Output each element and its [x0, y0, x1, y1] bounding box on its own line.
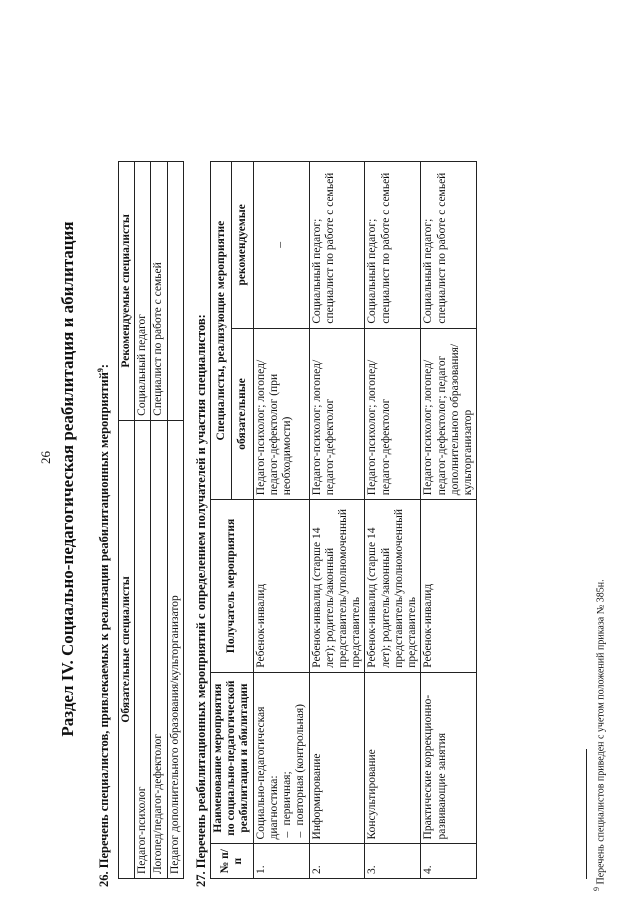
footnote [592, 579, 606, 891]
footnote-ref: 9 [96, 368, 105, 373]
mandatory-specialists: Педагог-психолог; логопед/педагог-дефектолог (при необходимости) [253, 328, 309, 500]
table26-caption [96, 364, 112, 887]
cell: Педагог дополнительного образования/культорганизатор [167, 420, 183, 878]
footnote-divider [586, 749, 587, 879]
recommended-specialists: – [253, 162, 309, 329]
table-row [421, 162, 477, 879]
header-mandatory: обязательные [232, 328, 253, 500]
activity-name-text: Социально-педагогическая диагностика: [254, 706, 280, 840]
table-row [167, 162, 183, 879]
table26-caption-text: 26. Перечень специалистов, привлекаемых к реализации реабилитационных мероприятий [97, 372, 112, 887]
row-number: 4. [421, 844, 477, 879]
row-number: 3. [365, 844, 421, 879]
cell: Социальный педагог [135, 162, 151, 421]
header-recipient: Получатель мероприятия [211, 500, 254, 673]
row-number: 2. [309, 844, 365, 879]
row-number: 1. [253, 844, 309, 879]
table-header-row [211, 162, 232, 879]
recipient: Ребенок-инвалид (старше 14 лет); родитель/законный представитель/уполномоченный представитель [309, 500, 365, 673]
table-row [135, 162, 151, 879]
recipient: Ребенок-инвалид [253, 500, 309, 673]
recipient: Ребенок-инвалид (старше 14 лет); родитель/законный представитель/уполномоченный представитель [365, 500, 421, 673]
header-recommended: рекомендуемые [232, 162, 253, 329]
activity-subitems [281, 677, 307, 840]
cell: Специалист по работе с семьей [151, 162, 167, 421]
footnote-mark: 9 [592, 887, 601, 891]
mandatory-specialists: Педагог-психолог; логопед/педагог-дефектолог; педагог дополнительного образования/культорганизатор [421, 328, 477, 500]
table-row [365, 162, 421, 879]
table26-caption-end: : [97, 363, 112, 369]
page-number: 26 [38, 451, 53, 464]
activity-name: Информирование [309, 672, 365, 844]
mandatory-specialists: Педагог-психолог; логопед/педагог-дефектолог [309, 328, 365, 500]
list-item: – первичная; [281, 677, 294, 826]
cell [167, 162, 183, 421]
mandatory-specialists: Педагог-психолог; логопед/педагог-дефектолог [365, 328, 421, 500]
activity-name: Консультирование [365, 672, 421, 844]
specialists-table [118, 161, 184, 879]
table-row [151, 162, 167, 879]
activity-name [253, 672, 309, 844]
cell: Логопед/педагог-дефектолог [151, 420, 167, 878]
header-specialists: Специалисты, реализующие мероприятие [211, 162, 232, 500]
section-title: Раздел IV. Социально-педагогическая реабилитация и абилитация [58, 221, 77, 737]
footnote-text: Перечень специалистов приведен с учетом положений приказа № 385н. [595, 579, 607, 885]
header-recommended: Рекомендуемые специалисты [119, 162, 135, 421]
activities-table [210, 161, 477, 879]
header-num: № п/п [211, 844, 254, 879]
header-mandatory: Обязательные специалисты [119, 420, 135, 878]
recommended-specialists: Социальный педагог; специалист по работе с семьей [309, 162, 365, 329]
table-row [253, 162, 309, 879]
cell: Педагог-психолог [135, 420, 151, 878]
activity-name: Практические коррекционно-развивающие занятия [421, 672, 477, 844]
header-name: Наименование мероприятия по социально-педагогической реабилитации и абилитации [211, 672, 254, 844]
recommended-specialists: Социальный педагог; специалист по работе с семьей [365, 162, 421, 329]
recipient: Ребенок-инвалид [421, 500, 477, 673]
recommended-specialists: Социальный педагог; специалист по работе с семьей [421, 162, 477, 329]
table-row [309, 162, 365, 879]
table27-caption: 27. Перечень реабилитационных мероприятий с определением получателей и участия специалистов: [194, 314, 208, 887]
list-item: – повторная (контрольная) [294, 677, 307, 826]
table-header-row [119, 162, 135, 879]
